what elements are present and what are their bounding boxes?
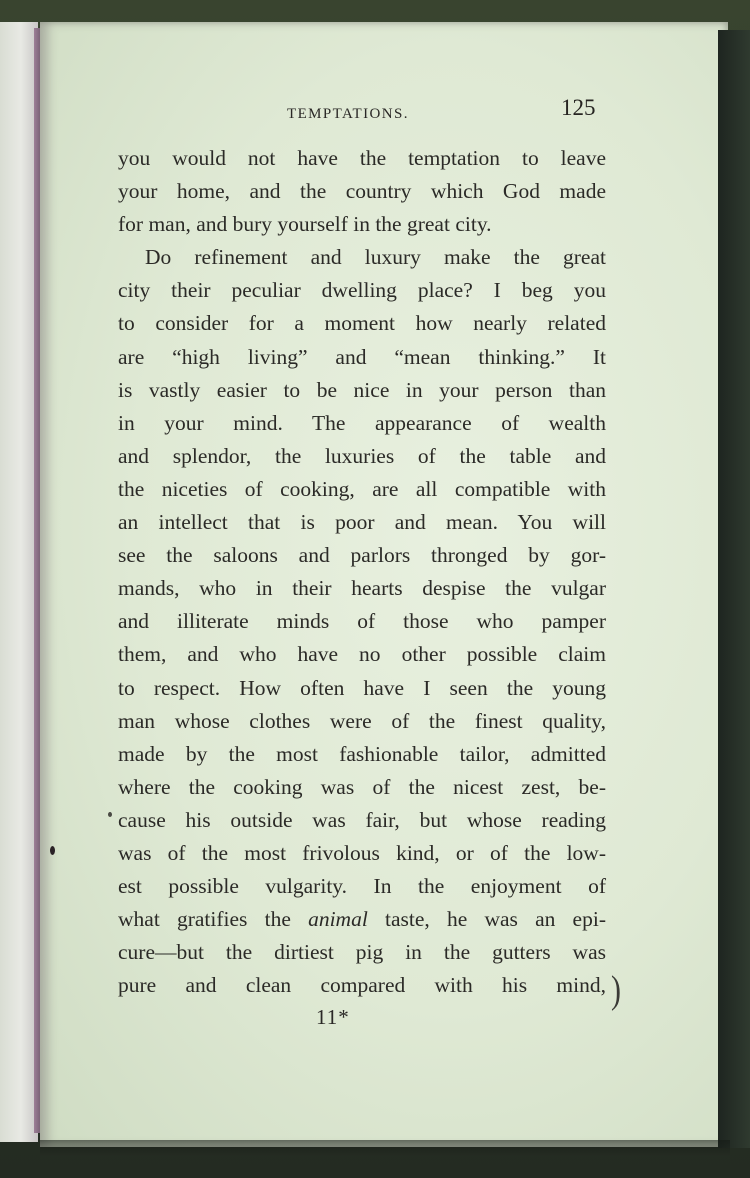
text-line: in your mind. The appearance of wealth [118, 410, 606, 435]
facing-page-edge [0, 22, 38, 1142]
signature-mark: 11* [316, 1005, 350, 1029]
italic-word: animal [308, 907, 368, 932]
text-line: them, and who have no other possible claim [118, 642, 606, 667]
text-line: est possible vulgarity. In the enjoyment of [118, 874, 606, 899]
running-head: TEMPTATIONS. [287, 106, 409, 122]
text-line: see the saloons and parlors thronged by gor- [118, 543, 606, 568]
text-line: you would not have the temptation to leave [118, 146, 606, 170]
text-line-with-italic [118, 903, 606, 936]
text-line: Do refinement and luxury make the great [145, 245, 606, 270]
text-line: your home, and the country which God made [118, 179, 606, 204]
text-segment: taste, he was an epi- [367, 907, 606, 932]
text-line: and splendor, the luxuries of the table and [118, 443, 606, 468]
text-line: was of the most frivolous kind, or of the low- [118, 840, 606, 865]
margin-bracket-mark: ) [611, 968, 621, 1012]
text-line: and illiterate minds of those who pamper [118, 609, 606, 634]
ink-speck [50, 846, 55, 855]
text-line: cause his outside was fair, but whose reading [118, 807, 606, 832]
text-line: to respect. How often have I seen the young [118, 675, 606, 700]
text-line: pure and clean compared with his mind, [118, 973, 606, 998]
text-line: the niceties of cooking, are all compatible with [118, 476, 606, 501]
text-segment: what gratifies the [118, 907, 309, 932]
text-line: cure—but the dirtiest pig in the gutters was [118, 940, 606, 965]
text-line: are “high living” and “mean thinking.” It [118, 344, 606, 369]
text-line: made by the most fashionable tailor, admitted [118, 741, 606, 766]
text-line: man whose clothes were of the finest quality, [118, 708, 606, 733]
ink-speck [108, 812, 112, 817]
page-bottom-shadow [40, 1140, 730, 1156]
text-line: is vastly easier to be nice in your person than [118, 377, 606, 402]
text-line: mands, who in their hearts despise the vulgar [118, 576, 606, 601]
text-line: city their peculiar dwelling place? I beg you [118, 278, 606, 303]
text-line: to consider for a moment how nearly related [118, 311, 606, 336]
body-text [118, 142, 606, 1002]
cover-edge [718, 30, 750, 1148]
page-number: 125 [561, 95, 596, 120]
text-line: where the cooking was of the nicest zest, be- [118, 774, 606, 799]
text-line: an intellect that is poor and mean. You will [118, 510, 606, 535]
text-line: for man, and bury yourself in the great city. [118, 212, 492, 237]
